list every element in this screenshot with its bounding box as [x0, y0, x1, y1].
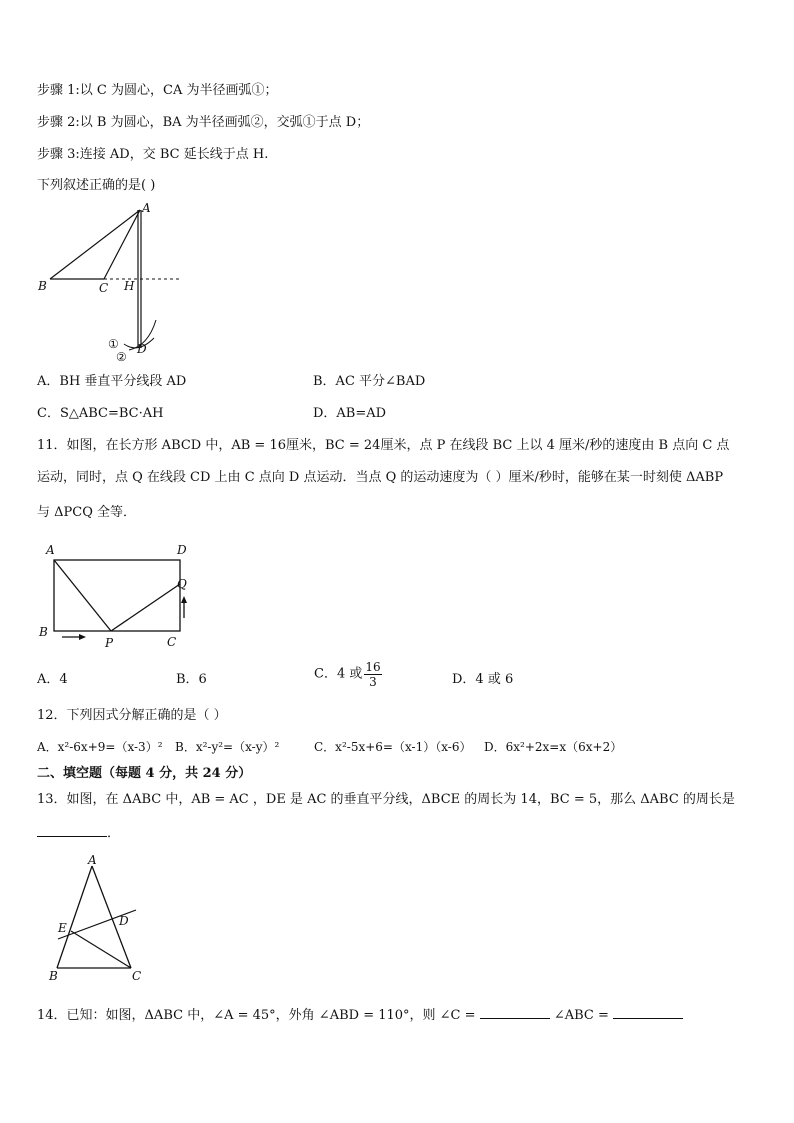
label-d: D — [137, 342, 147, 356]
label-b: B — [38, 279, 47, 293]
segment-ab — [57, 866, 92, 968]
q10-option-c: C．S△ABC=BC·AH — [37, 406, 164, 421]
q13-answer-blank[interactable] — [37, 822, 107, 837]
q11-line2: 运动，同时，点 Q 在线段 CD 上由 C 点向 D 点运动．当点 Q 的运动速度为（ ）厘米/秒时，能够在某一时刻使 ΔABP — [37, 470, 724, 485]
q11-figure — [36, 540, 206, 655]
label-e: E — [58, 921, 67, 935]
q11-option-c-prefix: C．4 或 — [314, 666, 363, 682]
q12-option-c: C．x²-5x+6=（x-1）（x-6） — [314, 740, 472, 754]
label-a: A — [88, 853, 97, 867]
q11-line1: 11．如图，在长方形 ABCD 中，AB = 16厘米，BC = 24厘米，点 P 在线段 BC 上以 4 厘米/秒的速度由 B 点向 C 点 — [37, 438, 730, 453]
q13-line1: 13．如图，在 ΔABC 中，AB = AC ，DE 是 AC 的垂直平分线，ΔBCE 的周长为 14，BC = 5，那么 ΔABC 的周长是 — [37, 792, 735, 807]
label-d: D — [177, 543, 187, 557]
rectangle-abcd — [54, 560, 180, 631]
q13-figure — [44, 852, 164, 984]
segment-ap — [54, 560, 111, 631]
q12-option-a: A．x²-6x+9=（x-3）² — [37, 740, 163, 754]
label-h: H — [124, 279, 135, 293]
q11-option-a: A．4 — [37, 672, 68, 687]
q10-step3: 步骤 3:连接 AD，交 BC 延长线于点 H. — [37, 147, 269, 162]
q10-question: 下列叙述正确的是( ) — [37, 178, 156, 193]
q12-question: 12．下列因式分解正确的是（ ） — [37, 708, 227, 723]
segment-ec — [71, 931, 131, 968]
q10-step1: 步骤 1:以 C 为圆心，CA 为半径画弧①； — [37, 83, 278, 98]
arrow-p-head — [79, 634, 86, 640]
section-heading-fill-in: 二、填空题（每题 4 分，共 24 分） — [37, 766, 252, 781]
q10-option-a: A．BH 垂直平分线段 AD — [37, 374, 187, 389]
label-c: C — [132, 969, 142, 983]
fraction-16-over-3 — [364, 660, 381, 689]
q12-option-d: D．6x²+2x=x（6x+2） — [484, 740, 623, 754]
q11-option-c — [314, 660, 382, 689]
q11-line3: 与 ΔPCQ 全等． — [37, 505, 137, 520]
label-arc2: ② — [116, 350, 127, 364]
q10-step2: 步骤 2:以 B 为圆心，BA 为半径画弧②，交弧①于点 D； — [37, 115, 370, 130]
q13-line2-end: ． — [107, 826, 121, 841]
q14-part2: ∠ABC = — [553, 1008, 609, 1023]
segment-ba — [50, 210, 140, 279]
q10-option-d: D．AB=AD — [313, 406, 387, 421]
segment-ca — [104, 210, 140, 279]
q12-option-b: B．x²-y²=（x-y）² — [175, 740, 280, 754]
q14-part1: 14．已知：如图，ΔABC 中，∠A = 45°，外角 ∠ABD = 110°，则 ∠C = — [37, 1008, 476, 1023]
label-a: A — [46, 543, 55, 557]
label-c: C — [99, 281, 109, 295]
label-b: B — [49, 969, 58, 983]
q11-option-d: D．4 或 6 — [452, 672, 514, 687]
q14-angle-abc-blank[interactable] — [613, 1004, 683, 1019]
q10-figure — [30, 198, 200, 368]
q10-option-b: B．AC 平分∠BAD — [313, 374, 426, 389]
q14-line — [37, 1004, 683, 1025]
label-q: Q — [177, 577, 187, 591]
label-b: B — [39, 625, 48, 639]
segment-pq — [111, 584, 180, 631]
label-a: A — [142, 201, 151, 215]
label-p: P — [105, 636, 114, 650]
label-arc1: ① — [108, 337, 119, 351]
q14-angle-c-blank[interactable] — [480, 1004, 550, 1019]
fraction-numerator: 16 — [365, 660, 381, 674]
label-d: D — [119, 914, 129, 928]
label-c: C — [167, 635, 177, 649]
arrow-q-head — [181, 596, 187, 603]
q11-option-b: B．6 — [176, 672, 207, 687]
fraction-denominator: 3 — [369, 675, 377, 689]
q13-line2 — [37, 822, 120, 843]
